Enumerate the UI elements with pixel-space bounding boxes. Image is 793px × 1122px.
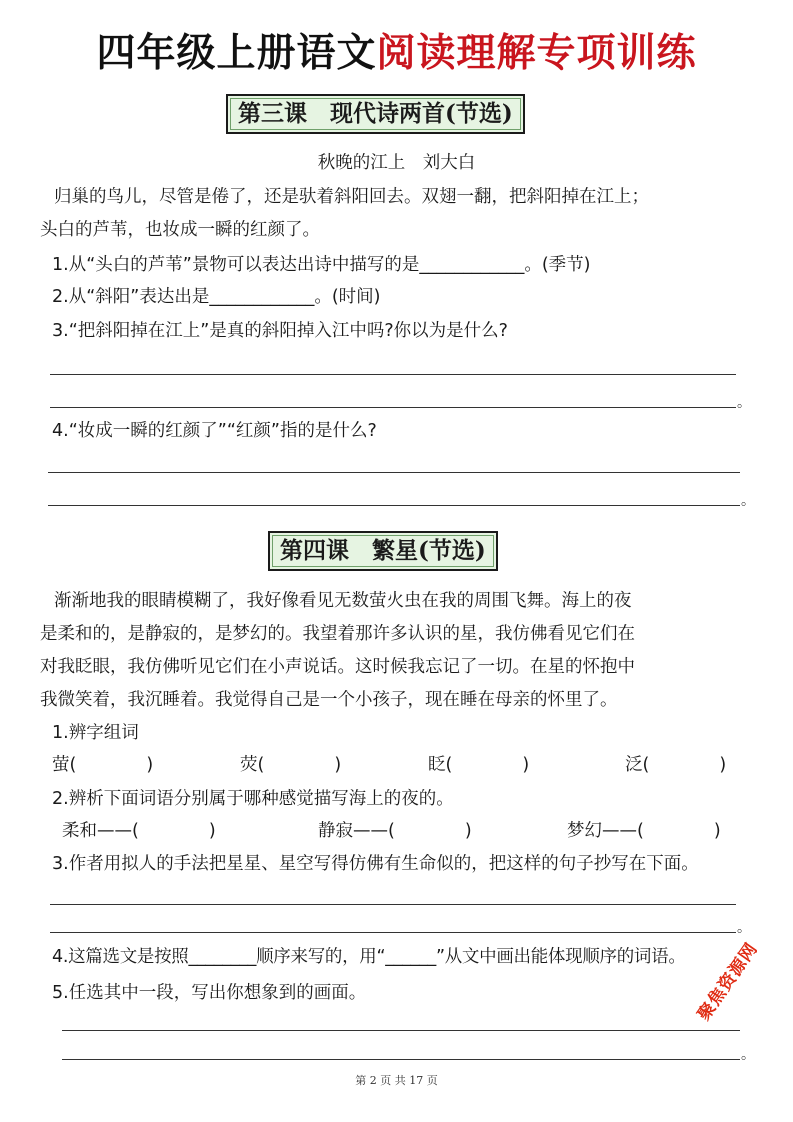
lesson3-question-2: 2.从“斜阳”表达出是____________。(时间) [52,287,381,307]
word-item: 萤( ) [52,755,154,775]
title-part2: 阅读理解专项训练 [376,30,697,76]
lesson3-header: 第三课 现代诗两首(节选) [226,94,525,134]
sense-item: 静寂——( ) [318,821,472,841]
sense-item: 柔和——( ) [62,821,216,841]
lesson3-passage-line2: 头白的芦苇，也妆成一瞬的红颜了。 [40,220,320,240]
answer-line[interactable] [48,505,740,506]
lesson4-passage-line1: 渐渐地我的眼睛模糊了，我好像看见无数萤火虫在我的周围飞舞。海上的夜 [54,591,632,611]
answer-line[interactable] [50,932,736,933]
sense-item: 梦幻——( ) [567,821,721,841]
watermark-stamp: 聚焦资源网 [694,939,763,1025]
poem-title: 秋晚的江上 刘大白 [317,153,476,173]
answer-line[interactable] [50,407,736,408]
title-part1: 四年级上册语文 [96,30,377,76]
lesson4-question-2: 2.辨析下面词语分别属于哪种感觉描写海上的夜的。 [52,789,454,809]
lesson4-question-4: 4.这篇选文是按照________顺序来写的，用“______”从文中画出能体现顺序的词语。 [52,947,686,967]
lesson3-question-1: 1.从“头白的芦苇”景物可以表达出诗中描写的是____________。(季节) [52,255,591,275]
word-item: 眨( ) [428,755,530,775]
answer-line[interactable] [62,1059,740,1060]
answer-line[interactable] [50,904,736,905]
lesson4-question-5: 5.任选其中一段，写出你想象到的画面。 [52,983,367,1003]
lesson4-passage-line3: 对我眨眼，我仿佛听见它们在小声说话。这时候我忘记了一切。在星的怀抱中 [40,657,635,677]
line-end-period: 。 [741,493,755,509]
word-item: 荧( ) [240,755,342,775]
line-end-period: 。 [741,1047,755,1063]
page-footer: 第 2 页 共 17 页 [355,1074,438,1087]
lesson3-question-4: 4.“妆成一瞬的红颜了”“红颜”指的是什么? [52,421,377,441]
word-item: 泛( ) [625,755,727,775]
lesson4-passage-line4: 我微笑着，我沉睡着。我觉得自己是一个小孩子，现在睡在母亲的怀里了。 [40,690,618,710]
lesson3-passage-line1: 归巢的鸟儿，尽管是倦了，还是驮着斜阳回去。双翅一翻，把斜阳掉在江上； [54,187,649,207]
lesson4-question-3: 3.作者用拟人的手法把星星、星空写得仿佛有生命似的，把这样的句子抄写在下面。 [52,854,699,874]
lesson3-question-3: 3.“把斜阳掉在江上”是真的斜阳掉入江中吗?你以为是什么? [52,321,508,341]
line-end-period: 。 [737,395,751,411]
lesson4-question-1: 1.辨字组词 [52,723,139,743]
answer-line[interactable] [50,374,736,375]
lesson4-passage-line2: 是柔和的，是静寂的，是梦幻的。我望着那许多认识的星，我仿佛看见它们在 [40,624,635,644]
answer-line[interactable] [48,472,740,473]
lesson4-header: 第四课 繁星(节选) [268,531,498,571]
line-end-period: 。 [737,920,751,936]
page-title [0,22,793,78]
answer-line[interactable] [62,1030,740,1031]
